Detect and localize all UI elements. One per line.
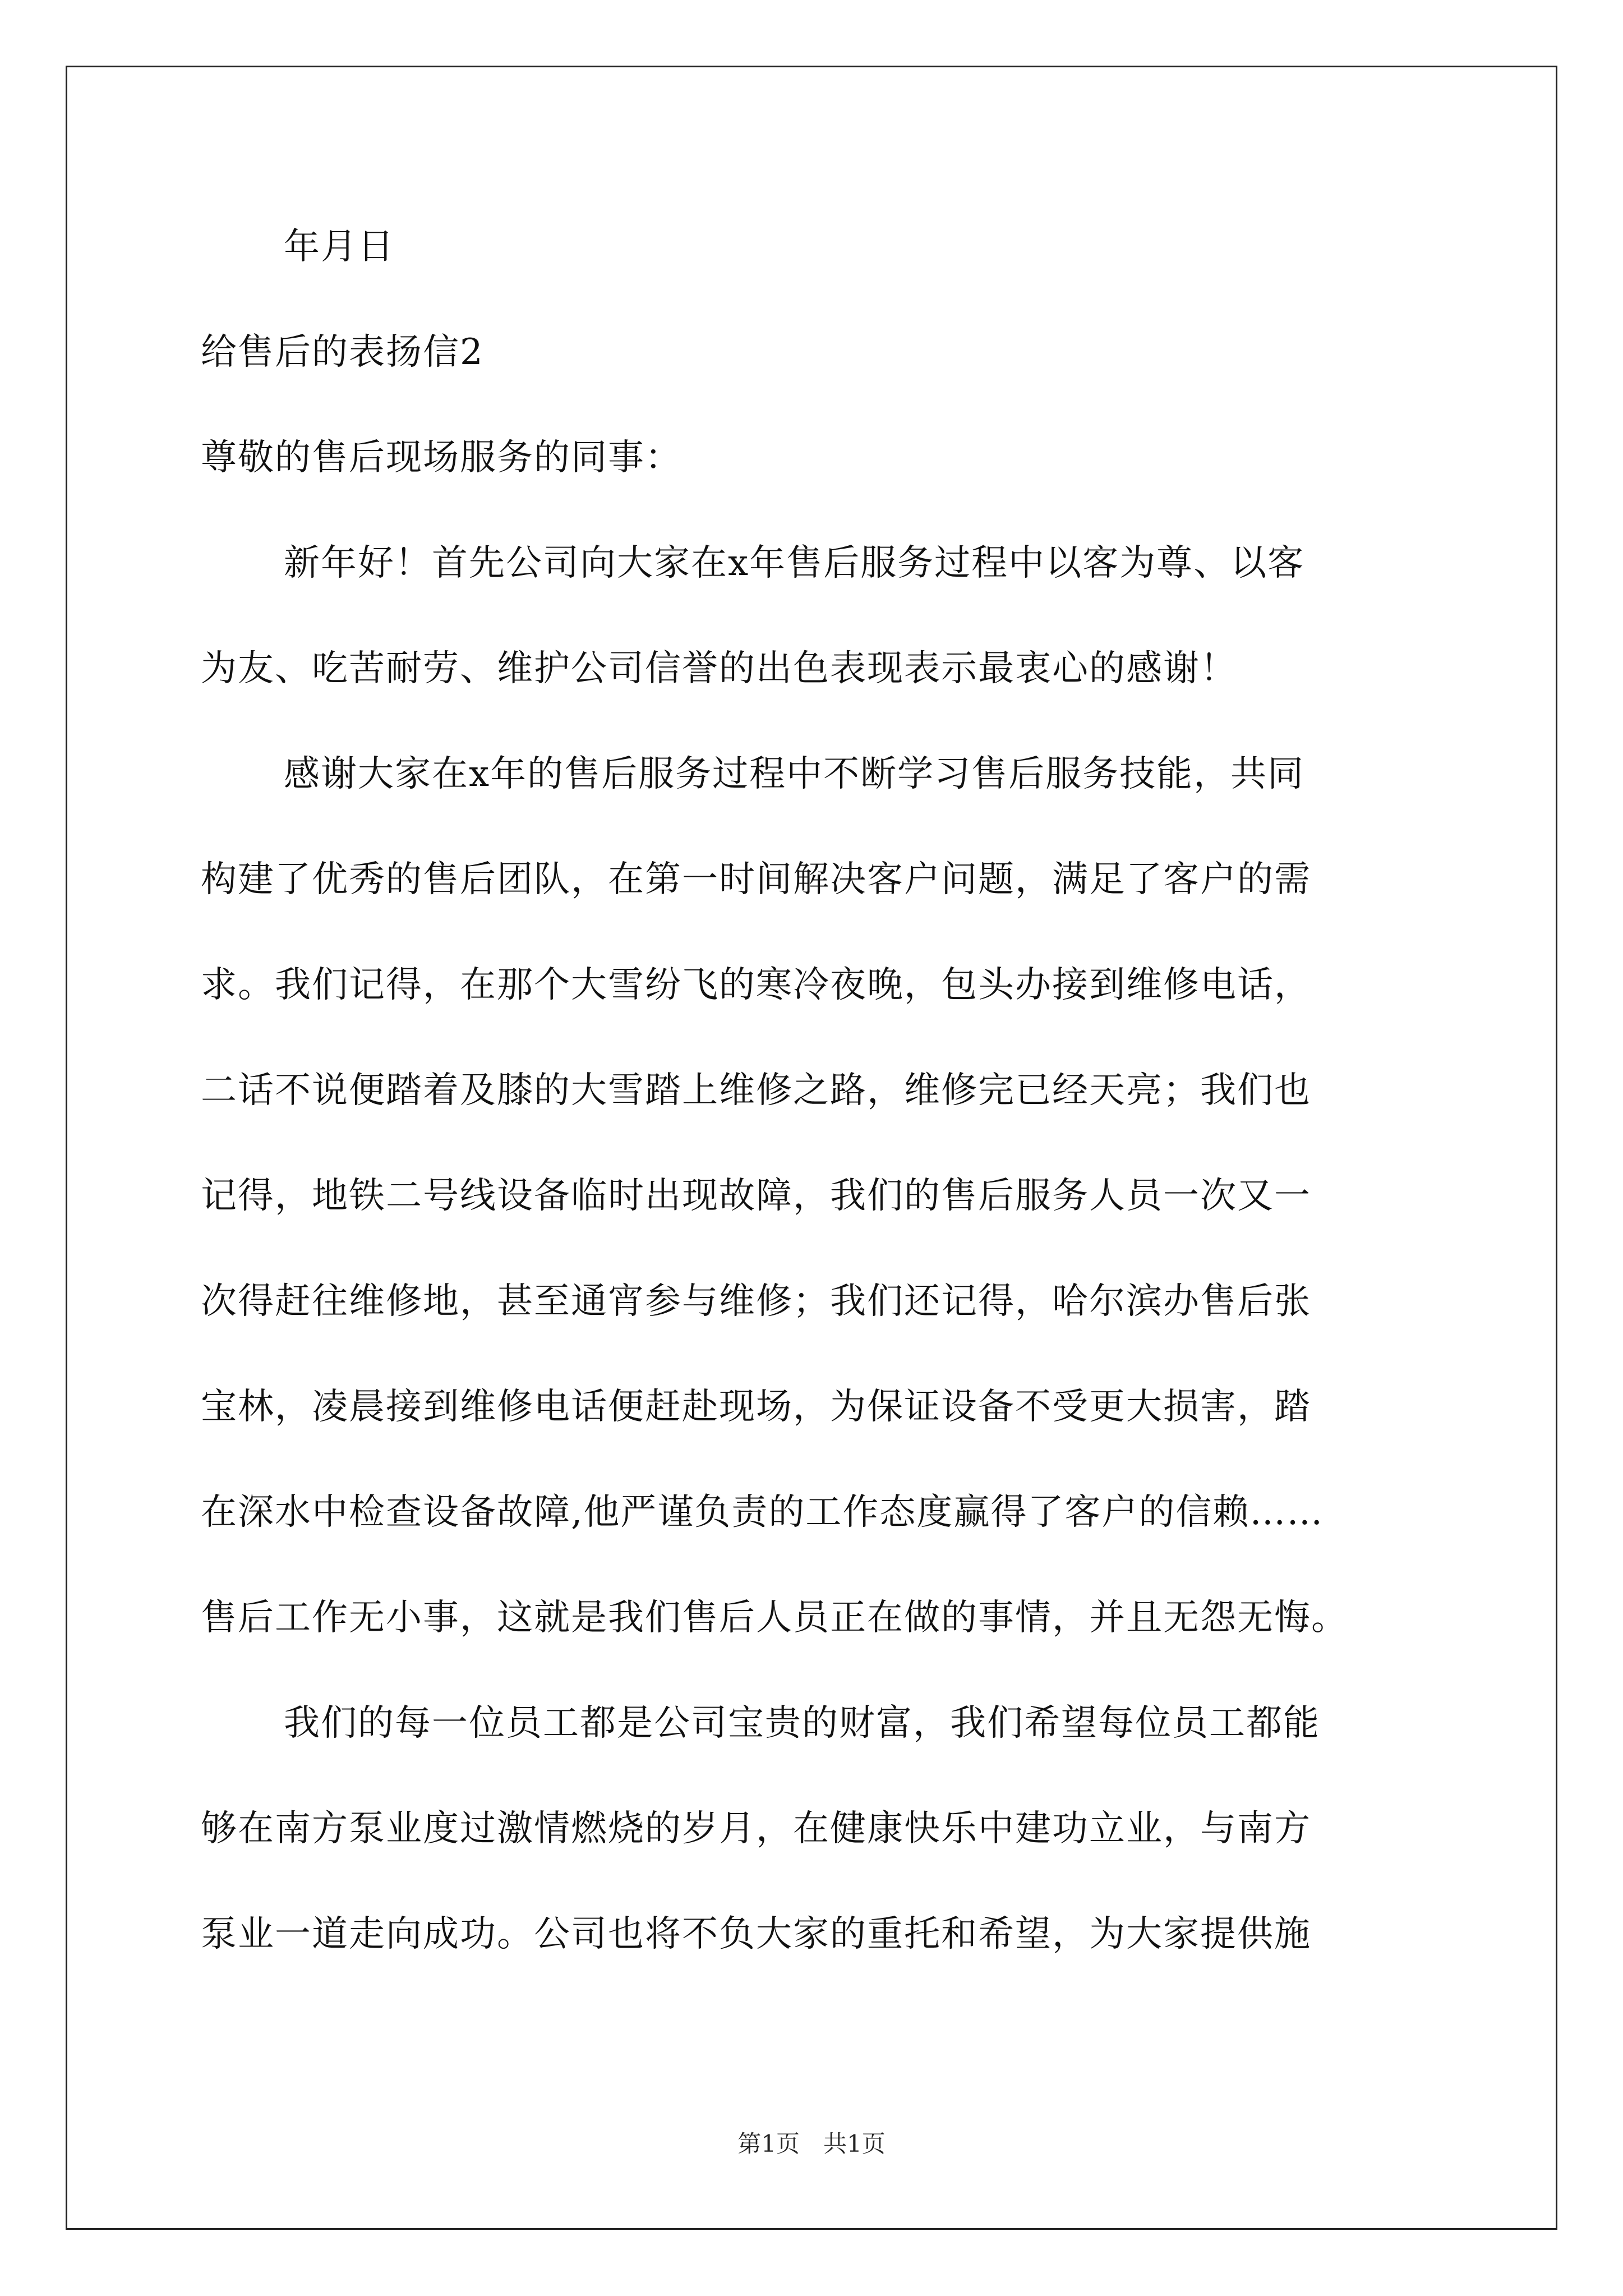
body-line: 售后工作无小事，这就是我们售后人员正在做的事情，并且无怨无悔。 <box>201 1597 1348 1639</box>
body-line: 在深水中检查设备故障,他严谨负责的工作态度赢得了客户的信赖…… <box>201 1492 1324 1533</box>
body-line: 为友、吃苦耐劳、维护公司信誉的出色表现表示最衷心的感谢！ <box>201 648 1237 689</box>
body-line: 感谢大家在x年的售后服务过程中不断学习售后服务技能，共同 <box>284 753 1305 795</box>
body-line: 二话不说便踏着及膝的大雪踏上维修之路，维修完已经天亮；我们也 <box>201 1070 1311 1111</box>
body-line: 我们的每一位员工都是公司宝贵的财富，我们希望每位员工都能 <box>284 1703 1320 1744</box>
body-line: 够在南方泵业度过激情燃烧的岁月，在健康快乐中建功立业，与南方 <box>201 1808 1311 1849</box>
body-line: 次得赶往维修地，甚至通宵参与维修；我们还记得，哈尔滨办售后张 <box>201 1281 1311 1322</box>
body-line: 求。我们记得，在那个大雪纷飞的寒冷夜晚，包头办接到维修电话， <box>201 964 1311 1006</box>
body-line: 记得，地铁二号线设备临时出现故障，我们的售后服务人员一次又一 <box>201 1175 1311 1217</box>
letter-title: 给售后的表扬信2 <box>201 332 484 373</box>
page-footer: 第1页 共1页 <box>737 2130 886 2157</box>
date-line: 年月日 <box>284 226 395 268</box>
body-line: 泵业一道走向成功。公司也将不负大家的重托和希望，为大家提供施 <box>201 1913 1311 1955</box>
body-line: 构建了优秀的售后团队，在第一时间解决客户问题，满足了客户的需 <box>201 859 1311 900</box>
page-border <box>66 66 1557 2230</box>
salutation: 尊敬的售后现场服务的同事： <box>201 437 682 478</box>
body-line: 宝林，凌晨接到维修电话便赶赴现场，为保证设备不受更大损害，踏 <box>201 1386 1311 1428</box>
body-line: 新年好！首先公司向大家在x年售后服务过程中以客为尊、以客 <box>284 542 1305 584</box>
